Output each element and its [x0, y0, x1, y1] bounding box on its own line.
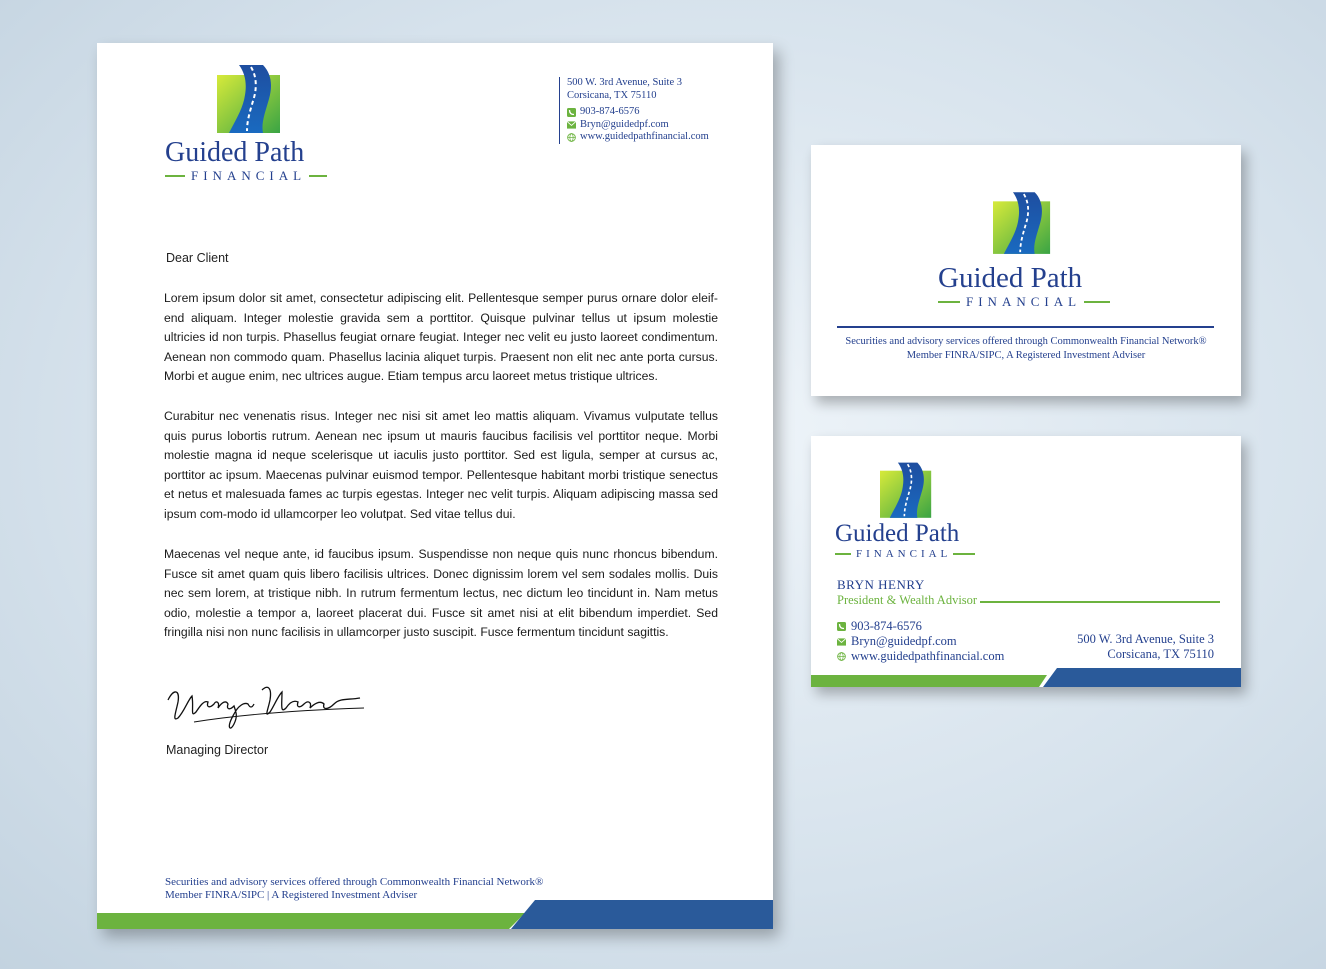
letterhead-logo	[165, 65, 335, 185]
email-icon	[567, 120, 576, 129]
card-phone: 903-874-6576	[851, 619, 922, 633]
card-holder-name: BRYN HENRY	[837, 577, 925, 592]
letterhead-contact	[559, 77, 737, 144]
body-paragraph-2: Curabitur nec venenatis risus. Integer nec nisi sit amet leo mattis aliquam. Vivamus vulputate tellus quis purus lobortis rutrum. Aenean nec ipsum ut mauris faucibus facilisis vel porttitor neque. Morbi molestie magna id neque scelerisque ut iaculis justo porttitor. Sed est ligula, semper at cursus ac, porttitor ac ipsum. Maecenas pulvinar euismod tempor. Pellentesque habitant morbi tristique senectus et netus et malesuada fames ac turpis egestas. Integer nec velit turpis. Aliquam adipiscing massa sed ipsum com-modo id ullamcorper leo volutpat. Sed vitae tellus dui.	[164, 409, 718, 521]
card-website[interactable]: www.guidedpathfinancial.com	[851, 649, 1005, 663]
globe-icon	[837, 652, 846, 661]
brand-tagline: FINANCIAL	[966, 294, 1082, 309]
card-address-line1: 500 W. 3rd Avenue, Suite 3	[1077, 632, 1214, 646]
email-icon	[837, 637, 846, 646]
brand-tagline-row	[165, 168, 327, 184]
card-back-contact	[837, 619, 1004, 664]
road-logo-icon	[880, 462, 932, 520]
letterhead-phone: 903-874-6576	[580, 106, 640, 117]
title-rule	[980, 601, 1220, 603]
disclaimer-line2: Member FINRA/SIPC, A Registered Investment Adviser	[906, 350, 1146, 361]
card-front-disclaimer	[811, 335, 1241, 363]
road-logo-icon	[993, 192, 1051, 256]
body-paragraph-3: Maecenas vel neque ante, id faucibus ipsum. Suspendisse non neque quis nunc rhoncus bibendum. Fusce sit amet quam quis libero facilisis ultrices. Donec dignissim lorem vel sem sodales mollis. Duis nec sem lorem, at tristique nibh. In rutrum fermentum lectus, nec dictum leo tincidunt in. Nam metus odio, molestie a tempor a, laoreet placerat dui. Fusce sit amet nisi at elit bibendum imperdiet. Sed fringilla nisi non nunc facilisis in ullamcorper justo suscipit. Fusce fermentum tincidunt sagittis.	[164, 547, 718, 640]
address-line1: 500 W. 3rd Avenue, Suite 3	[567, 77, 683, 88]
brand-tagline-row	[938, 294, 1110, 310]
letterhead-email[interactable]: Bryn@guidedpf.com	[580, 118, 669, 130]
business-card-back	[811, 436, 1241, 687]
letterhead-page	[97, 43, 773, 929]
card-back-color-band	[811, 668, 1241, 687]
signer-title: Managing Director	[166, 743, 269, 757]
brand-name: Guided Path	[938, 262, 1083, 294]
letterhead-website[interactable]: www.guidedpathfinancial.com	[580, 131, 709, 142]
handwritten-signature	[164, 678, 374, 738]
card-email[interactable]: Bryn@guidedpf.com	[851, 634, 957, 648]
salutation: Dear Client	[166, 251, 229, 265]
brand-tagline: FINANCIAL	[191, 168, 307, 183]
footer-line1: Securities and advisory services offered through Commonwealth Financial Network®	[165, 876, 544, 888]
card-back-logo	[835, 462, 985, 562]
card-holder-title-row	[837, 593, 1220, 608]
card-front-divider	[837, 326, 1214, 328]
card-back-address	[1077, 632, 1214, 662]
road-logo-icon	[217, 65, 281, 135]
card-front-logo	[936, 192, 1116, 312]
brand-tagline-row	[835, 548, 975, 560]
address-line2: Corsicana, TX 75110	[567, 89, 657, 101]
brand-name: Guided Path	[835, 520, 960, 547]
phone-icon	[567, 108, 576, 117]
disclaimer-line1: Securities and advisory services offered through Commonwealth Financial Network®	[845, 336, 1207, 347]
letterhead-color-band	[97, 898, 773, 929]
footer-line2: Member FINRA/SIPC | A Registered Investment Adviser	[165, 889, 418, 901]
brand-name: Guided Path	[165, 137, 305, 168]
phone-icon	[837, 622, 846, 631]
business-card-front	[811, 145, 1241, 396]
card-holder-title: President & Wealth Advisor	[837, 593, 978, 607]
brand-tagline: FINANCIAL	[856, 548, 952, 560]
globe-icon	[567, 133, 576, 142]
body-paragraph-1: Lorem ipsum dolor sit amet, consectetur adipiscing elit. Pellentesque semper purus ornare dolor eleif-end aliquam. Integer molestie gravida sem a porttitor. Quisque pulvinar tellus ut ipsum molestie ultricies id non turpis. Phasellus feugiat ornare feugiat. Integer nec velit eu justo laoreet condimentum. Aenean non commodo quam. Phasellus lacinia aliquet turpis. Praesent non elit nec ante porta cursus. Morbi et augue enim, nec ultrices augue. Etiam tempus arcu laoreet metus tristique ultrices.	[164, 291, 718, 384]
card-address-line2: Corsicana, TX 75110	[1107, 647, 1214, 661]
